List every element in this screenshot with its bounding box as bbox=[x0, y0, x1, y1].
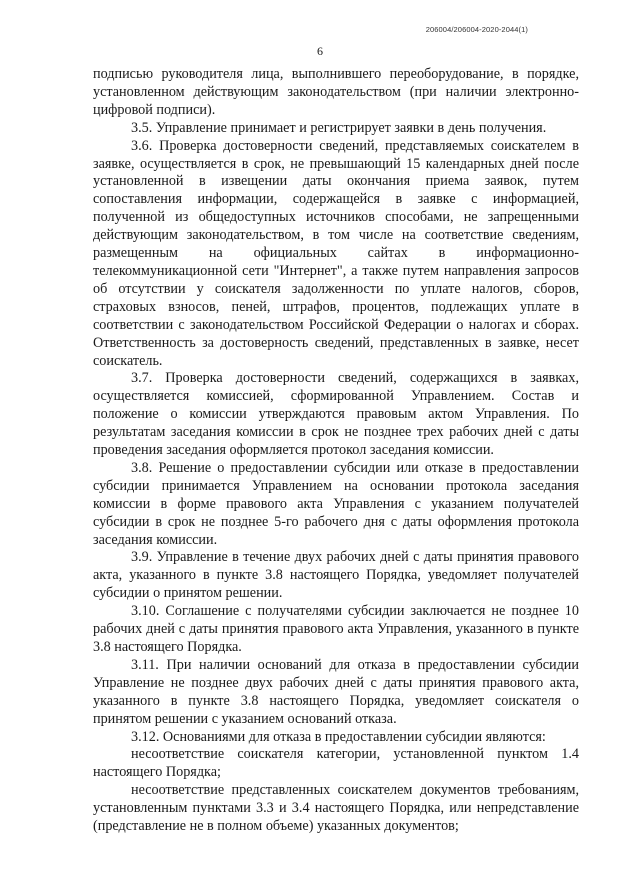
paragraph-3-7: 3.7. Проверка достоверности сведений, содержащихся в заявках, осуществляется комиссией, сформированной Управлением. Состав и положение о комиссии утверждаются правовым актом Управления. По результатам заседания комиссии в срок не позднее трех рабочих дней с даты проведения заседания оформляется протокол заседания комиссии. bbox=[93, 370, 579, 459]
document-id: 206004/206004-2020-2044(1) bbox=[425, 25, 528, 34]
paragraph-3-9: 3.9. Управление в течение двух рабочих дней с даты принятия правового акта, указанного в пункте 3.8 настоящего Порядка, уведомляет получателей субсидии о принятом решении. bbox=[93, 549, 579, 602]
page-number: 6 bbox=[317, 44, 323, 58]
paragraph-3-6: 3.6. Проверка достоверности сведений, представляемых соискателем в заявке, осуществляется в срок, не превышающий 15 календарных дней после установленной в извещении даты окончания приема заявок, путем сопоставления информации, содержащейся в заявке с информацией, полученной из общедоступных источников способами, не запрещенными действующим законодательством, в том числе на соответствие сведениям, размещенным на официальных сайтах в информационно-телекоммуникационной сети "Интернет", а также путем направления запросов об отсутствии у соискателя задолженности по уплате налогов, сборов, страховых взносов, пеней, штрафов, процентов, подлежащих уплате в соответствии с законодательством Российской Федерации о налогах и сборах. Ответственность за достоверность сведений, представленных в заявке, несет соискатель. bbox=[93, 137, 579, 369]
paragraph-3-11: 3.11. При наличии оснований для отказа в предоставлении субсидии Управление не позднее двух рабочих дней с даты принятия правового акта, указанного в пункте 3.8 настоящего Порядка, уведомляет соискателя о принятом решении с указанием оснований отказа. bbox=[93, 656, 579, 727]
paragraph-3-5: 3.5. Управление принимает и регистрирует заявки в день получения. bbox=[131, 119, 547, 136]
refusal-reason-1: несоответствие соискателя категории, установленной пунктом 1.4 настоящего Порядка; bbox=[93, 746, 579, 781]
paragraph-3-8: 3.8. Решение о предоставлении субсидии или отказе в предоставлении субсидии принимается Управлением на основании протокола заседания комиссии в форме правового акта Управления с указанием получателей субсидии в срок не позднее 5-го рабочего дня с даты оформления протокола заседания комиссии. bbox=[93, 459, 579, 548]
paragraph-3-10: 3.10. Соглашение с получателями субсидии заключается не позднее 10 рабочих дней с даты принятия правового акта Управления, указанного в пункте 3.8 настоящего Порядка. bbox=[93, 603, 579, 655]
paragraph-continuation: подписью руководителя лица, выполнившего переоборудование, в порядке, установленном действующим законодательством (при наличии электронно-цифровой подписи). bbox=[93, 66, 579, 118]
refusal-reason-2: несоответствие представленных соискателем документов требованиям, установленным пунктами 3.3 и 3.4 настоящего Порядка, или непредставление (представление не в полном объеме) указанных документов; bbox=[93, 782, 579, 835]
document-body bbox=[93, 66, 579, 836]
paragraph-3-12: 3.12. Основаниями для отказа в предоставлении субсидии являются: bbox=[131, 728, 546, 745]
